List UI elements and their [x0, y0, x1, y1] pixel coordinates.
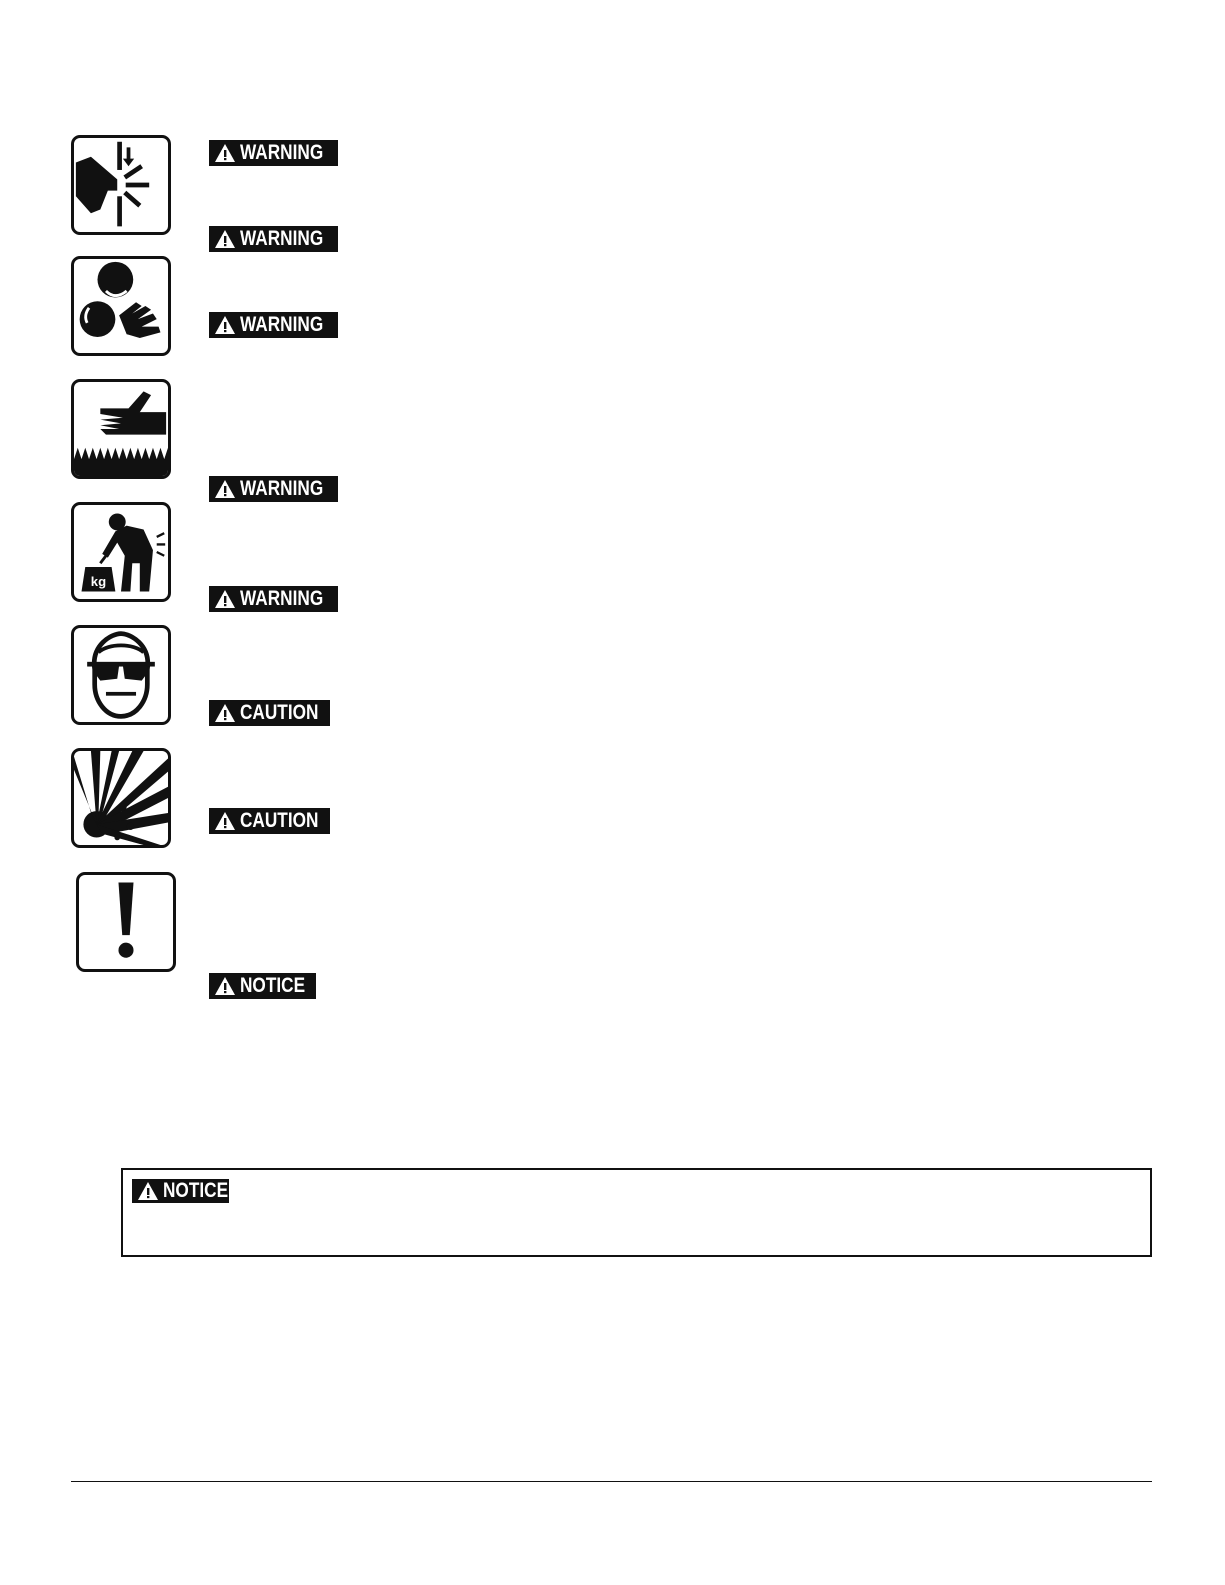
signal-word: CAUTION: [240, 701, 319, 724]
warning-triangle-icon: [214, 314, 236, 336]
footer-divider: [71, 1481, 1152, 1482]
sharp-edge-hand-icon: [71, 379, 171, 479]
signal-word: NOTICE: [163, 1179, 229, 1202]
warning-triangle-icon: [214, 588, 236, 610]
warning-triangle-icon: [214, 810, 236, 832]
signal-word: WARNING: [240, 587, 324, 610]
signal-word: WARNING: [240, 313, 324, 336]
warning-triangle-icon: [214, 142, 236, 164]
warning-triangle-icon: [214, 975, 236, 997]
heavy-lifting-back-injury-icon: [71, 502, 171, 602]
signal-word: WARNING: [240, 227, 324, 250]
warning-triangle-icon: [214, 478, 236, 500]
signal-label-warning: [209, 312, 338, 338]
pinch-point-hand-icon: [71, 135, 171, 235]
svg-text:kg: kg: [90, 573, 107, 589]
explosion-flying-debris-icon: [71, 748, 171, 848]
signal-label-warning: [209, 476, 338, 502]
signal-word: CAUTION: [240, 809, 319, 832]
notice-box-label: [132, 1179, 229, 1203]
notice-box: [121, 1168, 1152, 1257]
signal-label-caution: [209, 700, 330, 726]
signal-word: WARNING: [240, 141, 324, 164]
signal-label-warning: [209, 140, 338, 166]
rotating-rollers-hand-icon: [71, 256, 171, 356]
signal-label-warning: [209, 226, 338, 252]
signal-label-warning: [209, 586, 338, 612]
safety-glasses-icon: [71, 625, 171, 725]
signal-label-notice: [209, 973, 316, 999]
warning-triangle-icon: [214, 702, 236, 724]
exclamation-general-notice-icon: [76, 872, 176, 972]
warning-triangle-icon: [214, 228, 236, 250]
signal-label-caution: [209, 808, 330, 834]
signal-word: WARNING: [240, 477, 324, 500]
warning-triangle-icon: [137, 1180, 159, 1202]
signal-word: NOTICE: [240, 974, 306, 997]
